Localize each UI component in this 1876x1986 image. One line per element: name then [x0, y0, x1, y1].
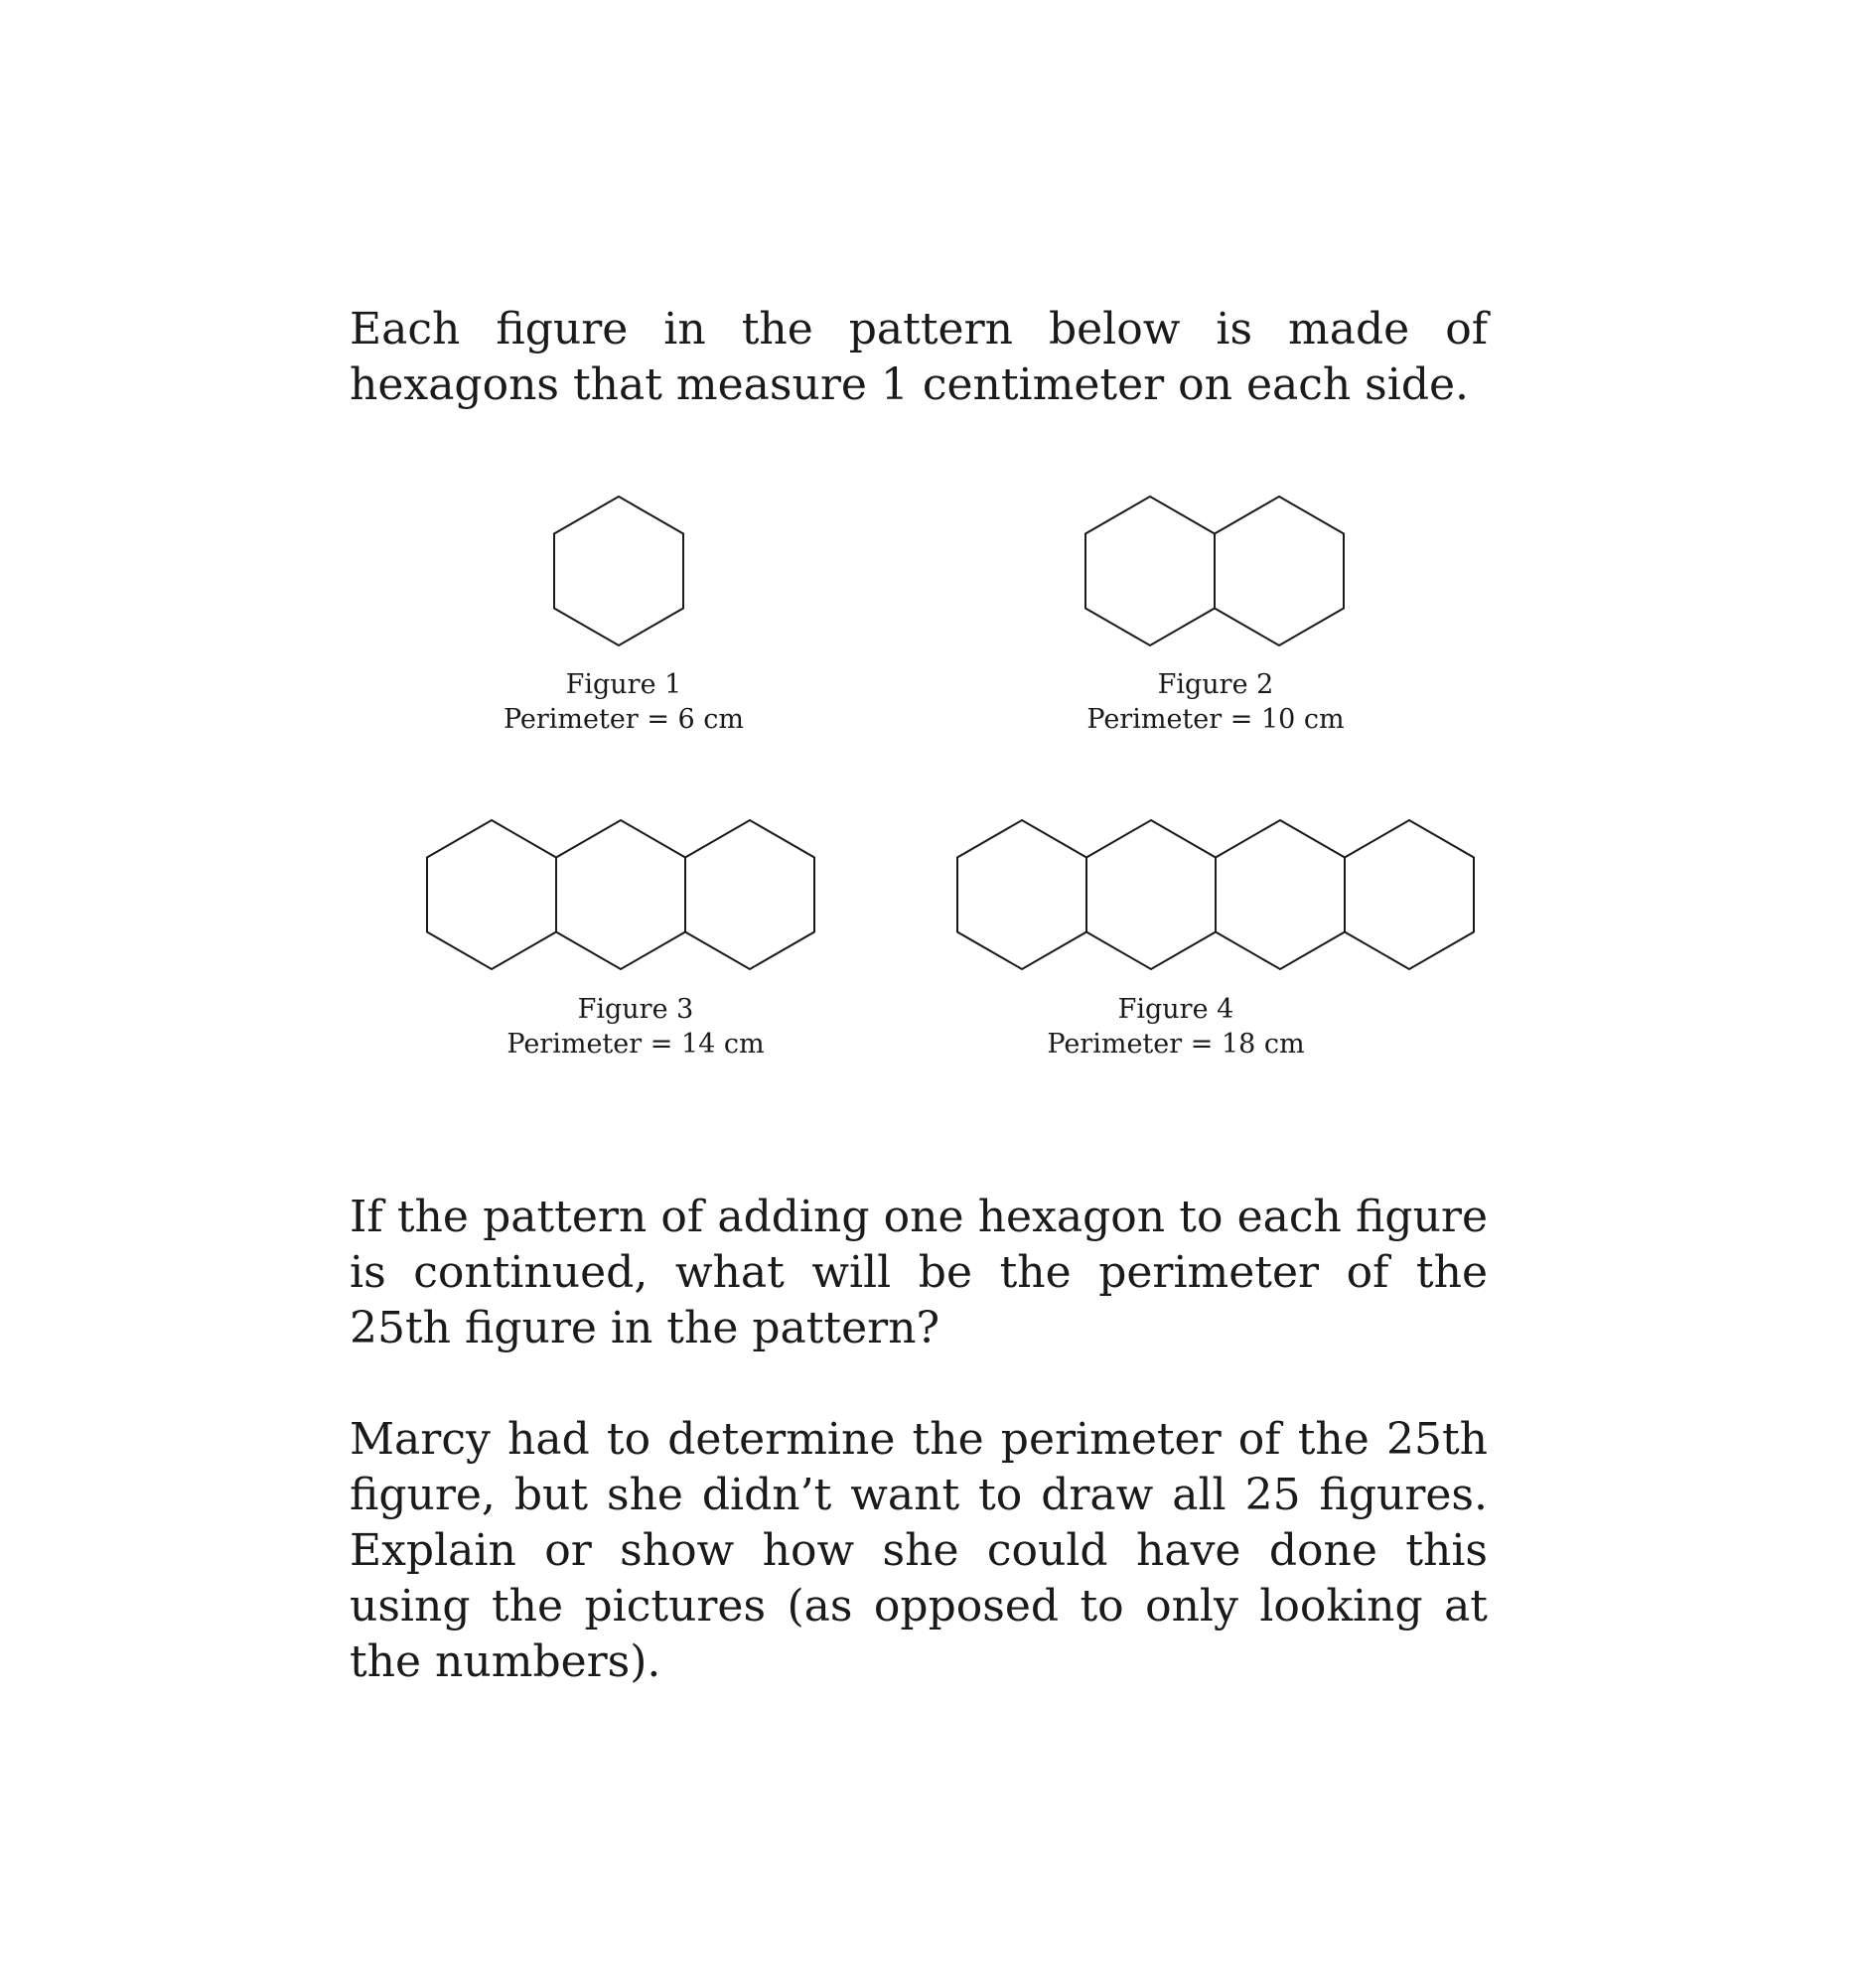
- hexagon: [1216, 820, 1345, 969]
- figure-4-perimeter: Perimeter = 18 cm: [1047, 1029, 1305, 1060]
- figure-1: [504, 496, 744, 735]
- hexagon: [1345, 820, 1474, 969]
- figure-1-title: Figure 1: [565, 669, 682, 700]
- figure-3-perimeter: Perimeter = 14 cm: [506, 1029, 765, 1060]
- hexagon: [554, 496, 683, 645]
- hexagon: [957, 820, 1086, 969]
- hexagon: [1086, 820, 1216, 969]
- figure-2-perimeter: Perimeter = 10 cm: [1086, 704, 1345, 735]
- task-text: Marcy had to determine the perimeter of the 25th figure, but she didn’t want to draw all 25 figures. Explain or show how she could have done this using the pictures (as opposed to only looking at the numbers).: [350, 1414, 1488, 1687]
- figure-1-perimeter: Perimeter = 6 cm: [503, 704, 745, 735]
- hexagon: [556, 820, 685, 969]
- hexagon: [685, 820, 814, 969]
- figure-2-title: Figure 2: [1157, 669, 1274, 700]
- hexagon: [427, 820, 556, 969]
- figure-2: [1085, 496, 1345, 735]
- figure-4: [957, 820, 1474, 1060]
- hexagon: [1085, 496, 1215, 645]
- hexagon: [1215, 496, 1344, 645]
- figure-3-title: Figure 3: [577, 994, 694, 1025]
- figure-3: [427, 820, 814, 1060]
- question-text: If the pattern of adding one hexagon to each figure is continued, what will be the perimeter of the 25th figure in the pattern?: [350, 1192, 1488, 1353]
- intro-text: Each figure in the pattern below is made of hexagons that measure 1 centimeter on each side.: [350, 304, 1488, 410]
- figure-4-title: Figure 4: [1117, 994, 1234, 1025]
